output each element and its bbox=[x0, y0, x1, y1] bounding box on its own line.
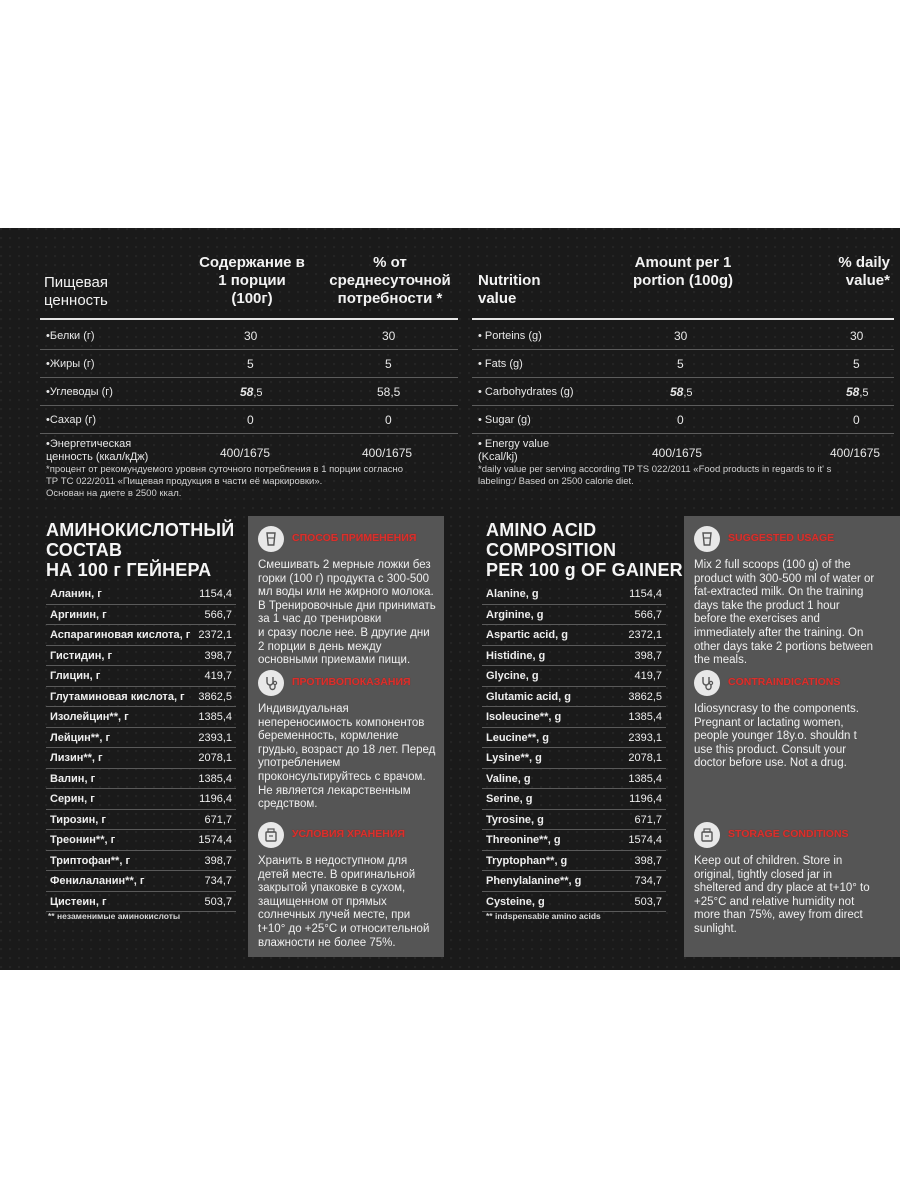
nutrition-row bbox=[472, 322, 894, 350]
amino-row: Аланин, г 1154,4 bbox=[46, 584, 236, 605]
nutrition-row-amount: 5 bbox=[247, 357, 254, 371]
russian-column bbox=[0, 228, 451, 970]
nutrition-row-label: •Белки (г) bbox=[46, 330, 95, 342]
section-text: Хранить в недоступном для детей месте. В оригинальной закрытой упаковке в сухом, защищенном от прямых солнечных лучей месте, при t+10° до +25°С и относительной влажности не более 75%. bbox=[258, 855, 430, 949]
section-text: Смешивать 2 мерные ложки без горки (100 г) продукта с 300-500 мл воды или не жирного молока. В Тренировочные дни принимать за 1 час до тренировки и сразу после нее. В другие дни 2 порции в день между основными приемами пищи. bbox=[258, 559, 436, 667]
nutrition-row bbox=[40, 378, 458, 406]
amino-row: Valine, g 1385,4 bbox=[482, 769, 666, 790]
nutrition-row-daily: 58,5 bbox=[377, 385, 401, 399]
section-text: Mix 2 full scoops (100 g) of the product with 300-500 ml of water or fat-extracted milk. On the training days take the product 1 hour before the exercises and immediately after the training. On other days take 2 portions between the meals. bbox=[694, 559, 875, 667]
amino-row: Изолейцин**, г 1385,4 bbox=[46, 707, 236, 728]
nutrition-header-label: Пищевая ценность bbox=[44, 274, 108, 309]
amino-row: Валин, г 1385,4 bbox=[46, 769, 236, 790]
nutrition-row-daily: 0 bbox=[385, 413, 392, 427]
amino-row: Tyrosine, g 671,7 bbox=[482, 810, 666, 831]
amino-row: Аспарагиновая кислота, г 2372,1 bbox=[46, 625, 236, 646]
amino-row: Цистеин, г 503,7 bbox=[46, 892, 236, 913]
nutrition-panel bbox=[0, 228, 900, 970]
amino-row: Glutamic acid, g 3862,5 bbox=[482, 687, 666, 708]
nutrition-header-daily: % daily value* bbox=[838, 254, 890, 289]
nutrition-row-amount: 58,5 bbox=[240, 385, 263, 399]
storage-jar-icon bbox=[258, 822, 284, 848]
nutrition-row bbox=[40, 350, 458, 378]
nutrition-row-label: •Сахар (г) bbox=[46, 414, 97, 426]
english-column bbox=[462, 228, 900, 970]
nutrition-row-daily: 30 bbox=[382, 329, 396, 343]
section-title: CONTRAINDICATIONS bbox=[728, 676, 841, 688]
section-title: УСЛОВИЯ ХРАНЕНИЯ bbox=[292, 828, 405, 840]
glass-icon bbox=[694, 526, 720, 552]
amino-row: Гистидин, г 398,7 bbox=[46, 646, 236, 667]
usage-card bbox=[684, 516, 900, 957]
amino-row: Тирозин, г 671,7 bbox=[46, 810, 236, 831]
amino-row: Глутаминовая кислота, г 3862,5 bbox=[46, 687, 236, 708]
nutrition-row bbox=[40, 406, 458, 434]
amino-row: Серин, г 1196,4 bbox=[46, 789, 236, 810]
nutrition-row bbox=[40, 322, 458, 350]
amino-row: Триптофан**, г 398,7 bbox=[46, 851, 236, 872]
section-title: ПРОТИВОПОКАЗАНИЯ bbox=[292, 676, 411, 688]
nutrition-header-daily: % от среднесуточной потребности * bbox=[329, 254, 451, 307]
amino-note: ** незаменимые аминокислоты bbox=[48, 911, 181, 921]
nutrition-row-label: • Sugar (g) bbox=[478, 414, 531, 426]
section-title: SUGGESTED USAGE bbox=[728, 532, 835, 544]
nutrition-header-amount: Amount per 1 portion (100g) bbox=[633, 254, 733, 289]
amino-row: Lysine**, g 2078,1 bbox=[482, 748, 666, 769]
nutrition-row-amount: 58,5 bbox=[670, 385, 693, 399]
glass-icon bbox=[258, 526, 284, 552]
nutrition-row-daily: 5 bbox=[853, 357, 860, 371]
section-text: Индивидуальная непереносимость компонентов беременность, кормление грудью, возраст до 18 лет. Перед употреблением проконсультируйтесь с врачом. Не является лекарственным средством. bbox=[258, 703, 436, 811]
nutrition-row-label: •Углеводы (г) bbox=[46, 386, 113, 398]
nutrition-row-amount: 5 bbox=[677, 357, 684, 371]
header-divider bbox=[472, 318, 894, 320]
section-text: Keep out of children. Store in original, tightly closed jar in sheltered and dry place at t+10° to +25°C and relative humidity not more than 75%, awey from direct sunlight. bbox=[694, 855, 870, 935]
amino-title: АМИНОКИСЛОТНЫЙ СОСТАВ НА 100 г ГЕЙНЕРА bbox=[46, 520, 235, 580]
nutrition-row bbox=[472, 406, 894, 434]
nutrition-row-amount: 400/1675 bbox=[220, 446, 271, 460]
amino-row: Histidine, g 398,7 bbox=[482, 646, 666, 667]
nutrition-row-amount: 0 bbox=[677, 413, 684, 427]
nutrition-table bbox=[40, 322, 458, 472]
nutrition-row-label: • Fats (g) bbox=[478, 358, 523, 370]
stethoscope-icon bbox=[694, 670, 720, 696]
amino-row: Фенилаланин**, г 734,7 bbox=[46, 871, 236, 892]
nutrition-row-daily: 58,5 bbox=[846, 385, 869, 399]
nutrition-header-label: Nutrition value bbox=[478, 272, 541, 307]
amino-row: Alanine, g 1154,4 bbox=[482, 584, 666, 605]
amino-row: Aspartic acid, g 2372,1 bbox=[482, 625, 666, 646]
section-title: СПОСОБ ПРИМЕНЕНИЯ bbox=[292, 532, 417, 544]
amino-row: Tryptophan**, g 398,7 bbox=[482, 851, 666, 872]
header-divider bbox=[40, 318, 458, 320]
nutrition-row bbox=[472, 378, 894, 406]
nutrition-table bbox=[472, 322, 894, 472]
nutrition-row-daily: 0 bbox=[853, 413, 860, 427]
nutrition-row-amount: 0 bbox=[247, 413, 254, 427]
nutrition-row-label: • Porteins (g) bbox=[478, 330, 542, 342]
nutrition-header bbox=[0, 248, 451, 318]
nutrition-row-amount: 30 bbox=[244, 329, 258, 343]
nutrition-row-daily: 5 bbox=[385, 357, 392, 371]
stethoscope-icon bbox=[258, 670, 284, 696]
nutrition-row-label: • Carbohydrates (g) bbox=[478, 386, 574, 398]
amino-row: Аргинин, г 566,7 bbox=[46, 605, 236, 626]
section-title: STORAGE CONDITIONS bbox=[728, 828, 849, 840]
amino-table bbox=[46, 584, 236, 912]
nutrition-header bbox=[462, 248, 900, 318]
amino-row: Cysteine, g 503,7 bbox=[482, 892, 666, 913]
nutrition-row-daily: 30 bbox=[850, 329, 864, 343]
amino-row: Isoleucine**, g 1385,4 bbox=[482, 707, 666, 728]
amino-row: Лизин**, г 2078,1 bbox=[46, 748, 236, 769]
amino-row: Глицин, г 419,7 bbox=[46, 666, 236, 687]
amino-row: Лейцин**, г 2393,1 bbox=[46, 728, 236, 749]
amino-row: Leucine**, g 2393,1 bbox=[482, 728, 666, 749]
amino-table bbox=[482, 584, 666, 912]
nutrition-row-daily: 400/1675 bbox=[830, 446, 881, 460]
nutrition-footnote: *daily value per serving according TP TS 022/2011 «Food products in regards to it' s labeling:/ Based on 2500 calorie diet. bbox=[478, 464, 832, 487]
nutrition-row-label: •Энергетическая ценность (ккал/кДж) bbox=[46, 438, 149, 463]
amino-title: AMINO ACID COMPOSITION PER 100 g OF GAINER bbox=[486, 520, 683, 580]
nutrition-row-label: • Energy value (Kcal/kj) bbox=[478, 438, 550, 463]
usage-card bbox=[248, 516, 444, 957]
amino-row: Arginine, g 566,7 bbox=[482, 605, 666, 626]
section-text: Idiosyncrasy to the components. Pregnant or lactating women, people younger 18y.o. shouldn t use this product. Consult your doctor before use. Not a drug. bbox=[694, 703, 859, 770]
amino-row: Треонин**, г 1574,4 bbox=[46, 830, 236, 851]
amino-row: Glycine, g 419,7 bbox=[482, 666, 666, 687]
nutrition-row bbox=[472, 350, 894, 378]
amino-row: Threonine**, g 1574,4 bbox=[482, 830, 666, 851]
nutrition-row-amount: 30 bbox=[674, 329, 688, 343]
storage-jar-icon bbox=[694, 822, 720, 848]
nutrition-row-amount: 400/1675 bbox=[652, 446, 703, 460]
nutrition-header-amount: Содержание в 1 порции (100г) bbox=[199, 254, 305, 307]
nutrition-row-label: •Жиры (г) bbox=[46, 358, 95, 370]
nutrition-row-daily: 400/1675 bbox=[362, 446, 413, 460]
amino-row: Serine, g 1196,4 bbox=[482, 789, 666, 810]
amino-note: ** indspensable amino acids bbox=[486, 911, 601, 921]
nutrition-footnote: *процент от рекомундуемого уровня суточного потребления в 1 порции согласно ТР ТС 022/2011 «Пищевая продукция в части её маркировки». Основан на диете в 2500 ккал. bbox=[46, 464, 404, 499]
amino-row: Phenylalanine**, g 734,7 bbox=[482, 871, 666, 892]
